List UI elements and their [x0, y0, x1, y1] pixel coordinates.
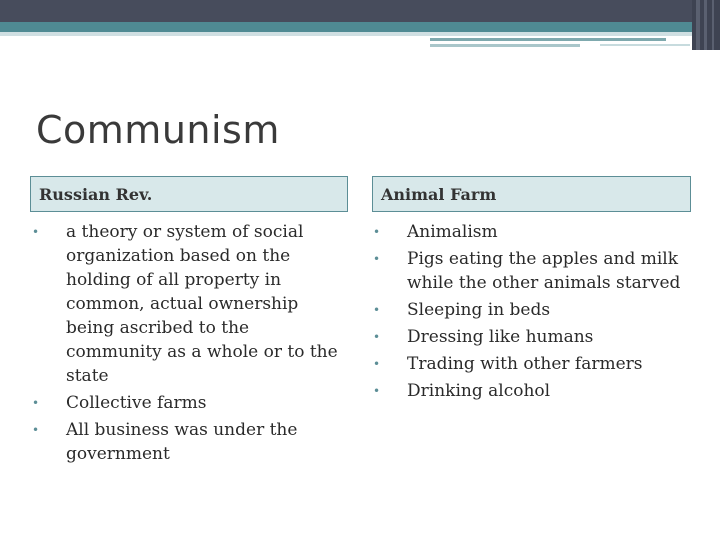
bullet-icon: •: [32, 225, 40, 239]
list-item-text: All business was under the government: [66, 420, 298, 464]
list-item: [373, 379, 693, 403]
decor-accent-lines: [0, 0, 720, 60]
animal-farm-bullet-list: [373, 220, 693, 406]
list-item: [373, 247, 693, 295]
russian-rev-bullet-list: [32, 220, 348, 469]
list-item-text: Animalism: [407, 222, 498, 242]
list-item: [32, 391, 348, 415]
list-item: [32, 220, 348, 388]
list-item: [32, 418, 348, 466]
slide-title: Communism: [36, 108, 280, 152]
list-item-text: Pigs eating the apples and milk while the other animals starved: [407, 249, 681, 293]
column-header-animal-farm: Animal Farm: [372, 176, 691, 212]
bullet-icon: •: [32, 396, 40, 410]
bullet-icon: •: [373, 384, 381, 398]
bullet-icon: •: [373, 225, 381, 239]
bullet-icon: •: [32, 423, 40, 437]
list-item-text: Trading with other farmers: [407, 354, 643, 374]
list-item-text: Sleeping in beds: [407, 300, 551, 320]
list-item-text: a theory or system of social organization based on the holding of all property in common, actual ownership being ascribed to the community as a whole or to the state: [66, 222, 338, 386]
bullet-icon: •: [373, 252, 381, 266]
list-item: [373, 325, 693, 349]
list-item-text: Dressing like humans: [407, 327, 594, 347]
bullet-icon: •: [373, 330, 381, 344]
list-item-text: Drinking alcohol: [407, 381, 551, 401]
list-item: [373, 298, 693, 322]
bullet-icon: •: [373, 303, 381, 317]
list-item: [373, 220, 693, 244]
bullet-icon: •: [373, 357, 381, 371]
list-item-text: Collective farms: [66, 393, 207, 413]
column-header-russian-rev: Russian Rev.: [30, 176, 348, 212]
list-item: [373, 352, 693, 376]
